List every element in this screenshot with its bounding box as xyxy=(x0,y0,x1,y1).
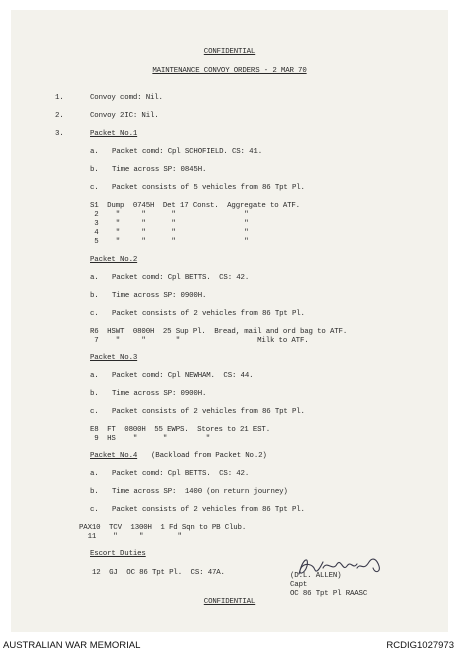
packet-4-c-text: Packet consists of 2 vehicles from 86 Tpt Pl. xyxy=(112,506,305,514)
packet-2-row: 7 " " " Milk to ATF. xyxy=(90,337,309,345)
packet-4-a-text: Packet comd: Cpl BETTS. CS: 42. xyxy=(112,470,250,478)
packet-3-row: 9 HS " " " xyxy=(90,435,210,443)
packet-1-row: 4 " " " " xyxy=(90,229,249,237)
footer-institution: AUSTRALIAN WAR MEMORIAL xyxy=(3,640,141,651)
classification-bottom: CONFIDENTIAL xyxy=(203,598,256,606)
packet-4-row: PAX10 TCV 1300H 1 Fd Sqn to PB Club. xyxy=(79,524,247,532)
packet-4-row: 11 " " " xyxy=(79,533,182,541)
packet-1-row: S1 Dump 0745H Det 17 Const. Aggregate to ATF. xyxy=(90,202,300,210)
packet-2-b-text: Time across SP: 0900H. xyxy=(112,292,207,300)
item-3-number: 3. xyxy=(55,130,64,138)
packet-4-b-label: b. xyxy=(90,488,99,496)
packet-2-heading: Packet No.2 xyxy=(90,256,138,264)
packet-4-heading-note: (Backload from Packet No.2) xyxy=(151,452,267,460)
packet-3-heading: Packet No.3 xyxy=(90,354,138,362)
packet-3-c-label: c. xyxy=(90,408,99,416)
classification-top: CONFIDENTIAL xyxy=(203,48,256,56)
packet-2-c-label: c. xyxy=(90,310,99,318)
packet-3-c-text: Packet consists of 2 vehicles from 86 Tpt Pl. xyxy=(112,408,305,416)
packet-1-b-text: Time across SP: 0845H. xyxy=(112,166,207,174)
item-1-text: Convoy comd: Nil. xyxy=(90,94,163,102)
packet-3-b-label: b. xyxy=(90,390,99,398)
packet-2-row: R6 HSWT 0800H 25 Sup Pl. Bread, mail and ord bag to ATF. xyxy=(90,328,348,336)
item-2-text: Convoy 2IC: Nil. xyxy=(90,112,159,120)
packet-3-row: E8 FT 0800H 55 EWPS. Stores to 21 EST. xyxy=(90,426,270,434)
packet-4-a-label: a. xyxy=(90,470,99,478)
escort-line: 12 GJ OC 86 Tpt Pl. CS: 47A. xyxy=(92,569,225,577)
signatory-name: (D.L. ALLEN) xyxy=(290,572,342,580)
document-title: MAINTENANCE CONVOY ORDERS - 2 MAR 70 xyxy=(152,67,307,75)
packet-3-a-text: Packet comd: Cpl NEWHAM. CS: 44. xyxy=(112,372,254,380)
packet-1-row: 2 " " " " xyxy=(90,211,249,219)
item-2-number: 2. xyxy=(55,112,64,120)
signatory-appointment: OC 86 Tpt Pl RAASC xyxy=(290,590,368,598)
packet-1-c-label: c. xyxy=(90,184,99,192)
packet-1-row: 3 " " " " xyxy=(90,220,249,228)
packet-2-a-label: a. xyxy=(90,274,99,282)
packet-1-b-label: b. xyxy=(90,166,99,174)
footer-record-id: RCDIG1027973 xyxy=(386,640,454,651)
packet-2-c-text: Packet consists of 2 vehicles from 86 Tpt Pl. xyxy=(112,310,305,318)
packet-1-heading: Packet No.1 xyxy=(90,130,138,138)
packet-4-heading: Packet No.4 xyxy=(90,452,138,460)
packet-4-b-text: Time across SP: 1400 (on return journey) xyxy=(112,488,288,496)
packet-1-a-label: a. xyxy=(90,148,99,156)
packet-3-b-text: Time across SP: 0900H. xyxy=(112,390,207,398)
packet-4-c-label: c. xyxy=(90,506,99,514)
packet-3-a-label: a. xyxy=(90,372,99,380)
packet-2-b-label: b. xyxy=(90,292,99,300)
escort-heading: Escort Duties xyxy=(90,550,146,558)
item-1-number: 1. xyxy=(55,94,64,102)
packet-2-a-text: Packet comd: Cpl BETTS. CS: 42. xyxy=(112,274,250,282)
signatory-rank: Capt xyxy=(290,581,308,589)
packet-1-a-text: Packet comd: Cpl SCHOFIELD. CS: 41. xyxy=(112,148,262,156)
packet-1-c-text: Packet consists of 5 vehicles from 86 Tpt Pl. xyxy=(112,184,305,192)
document-page xyxy=(11,10,448,632)
packet-1-row: 5 " " " " xyxy=(90,238,249,246)
